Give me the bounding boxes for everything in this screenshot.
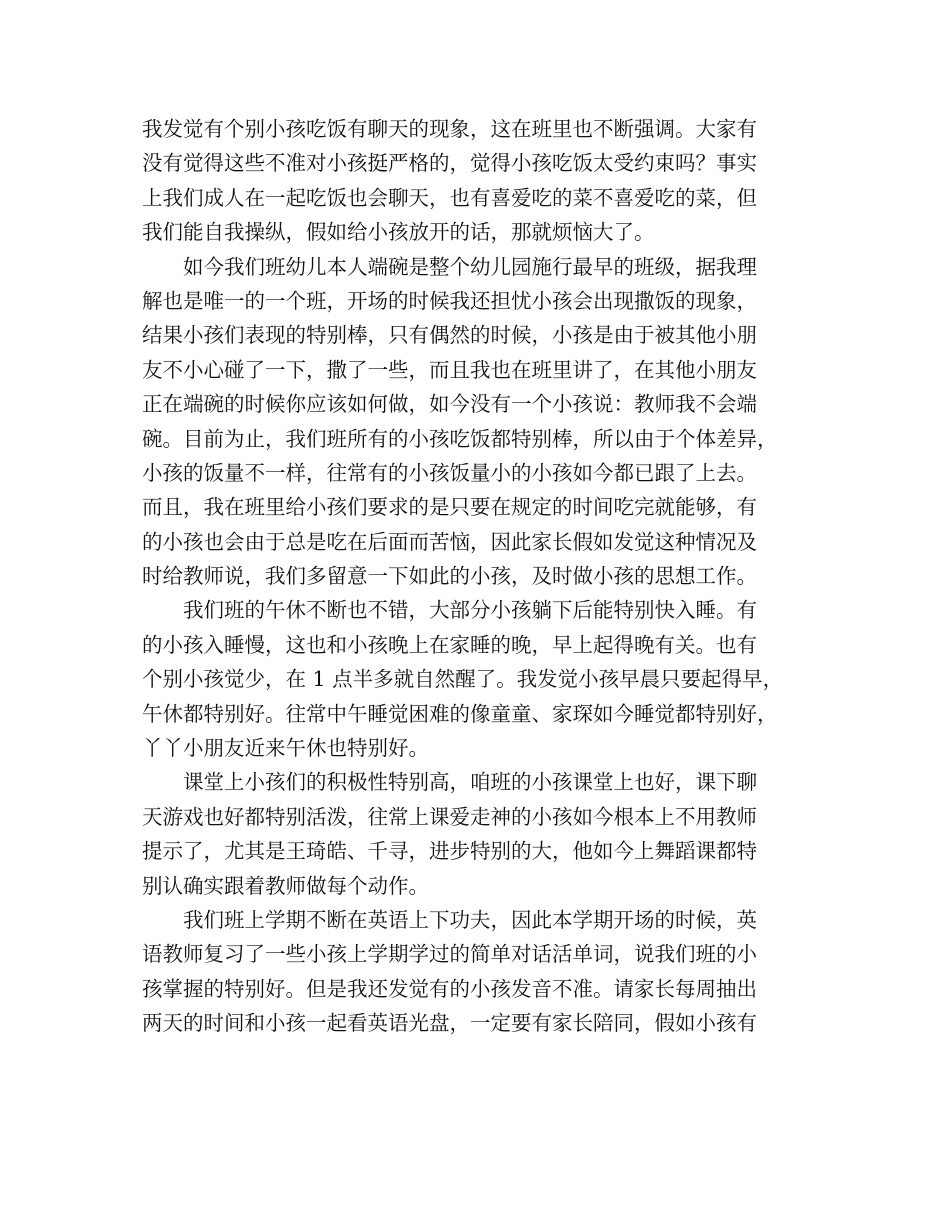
text-line: 碗。目前为止，我们班所有的小孩吃饭都特别棒，所以由于个体差异， xyxy=(142,426,778,451)
text-line: 友不小心碰了一下，撒了一些，而且我也在班里讲了，在其他小朋友 xyxy=(142,357,757,382)
paragraph-3 xyxy=(142,593,810,765)
text-line: 时给教师说，我们多留意一下如此的小孩，及时做小孩的思想工作。 xyxy=(142,564,757,589)
text-line: 上我们成人在一起吃饭也会聊天，也有喜爱吃的菜不喜爱吃的菜，但 xyxy=(142,185,757,210)
text-line: 孩掌握的特别好。但是我还发觉有的小孩发音不准。请家长每周抽出 xyxy=(142,976,757,1001)
text-line: 我们班的午休不断也不错，大部分小孩躺下后能特别快入睡。有 xyxy=(183,598,757,623)
text-line: 正在端碗的时候你应该如何做，如今没有一个小孩说：教师我不会端 xyxy=(142,392,757,417)
text-line: 我们班上学期不断在英语上下功夫，因此本学期开场的时候，英 xyxy=(183,907,757,932)
paragraph-5 xyxy=(142,903,810,1041)
text-line: 如今我们班幼儿本人端碗是整个幼儿园施行最早的班级，据我理 xyxy=(183,254,757,279)
paragraph-1 xyxy=(142,112,810,250)
text-line: 午休都特别好。往常中午睡觉困难的像童童、家琛如今睡觉都特别好， xyxy=(142,701,778,726)
document-body xyxy=(142,112,810,1041)
text-line: 的小孩入睡慢，这也和小孩晚上在家睡的晚，早上起得晚有关。也有 xyxy=(142,632,757,657)
paragraph-2 xyxy=(142,250,810,594)
text-line: 语教师复习了一些小孩上学期学过的简单对话活单词，说我们班的小 xyxy=(142,942,757,967)
text-line: 个别小孩觉少，在 1 点半多就自然醒了。我发觉小孩早晨只要起得早， xyxy=(142,667,784,692)
text-line: 丫丫小朋友近来午休也特别好。 xyxy=(142,736,429,761)
text-line: 我们能自我操纵，假如给小孩放开的话，那就烦恼大了。 xyxy=(142,220,655,245)
text-line: 小孩的饭量不一样，往常有的小孩饭量小的小孩如今都已跟了上去。 xyxy=(142,460,757,485)
text-line: 而且，我在班里给小孩们要求的是只要在规定的时间吃完就能够，有 xyxy=(142,495,757,520)
text-line: 课堂上小孩们的积极性特别高，咱班的小孩课堂上也好，课下聊 xyxy=(183,770,757,795)
text-line: 的小孩也会由于总是吃在后面而苦恼，因此家长假如发觉这种情况及 xyxy=(142,529,757,554)
text-line: 结果小孩们表现的特别棒，只有偶然的时候，小孩是由于被其他小朋 xyxy=(142,323,757,348)
text-line: 没有觉得这些不准对小孩挺严格的，觉得小孩吃饭太受约束吗？事实 xyxy=(142,151,757,176)
text-line: 解也是唯一的一个班，开场的时候我还担忧小孩会出现撒饭的现象， xyxy=(142,288,757,313)
text-line: 提示了，尤其是王琦皓、千寻，进步特别的大，他如今上舞蹈课都特 xyxy=(142,839,757,864)
text-line: 两天的时间和小孩一起看英语光盘，一定要有家长陪同，假如小孩有 xyxy=(142,1011,757,1036)
text-line: 天游戏也好都特别活泼，往常上课爱走神的小孩如今根本上不用教师 xyxy=(142,804,757,829)
text-line: 我发觉有个别小孩吃饭有聊天的现象，这在班里也不断强调。大家有 xyxy=(142,117,757,141)
paragraph-4 xyxy=(142,765,810,903)
text-line: 别认确实跟着教师做每个动作。 xyxy=(142,873,429,898)
